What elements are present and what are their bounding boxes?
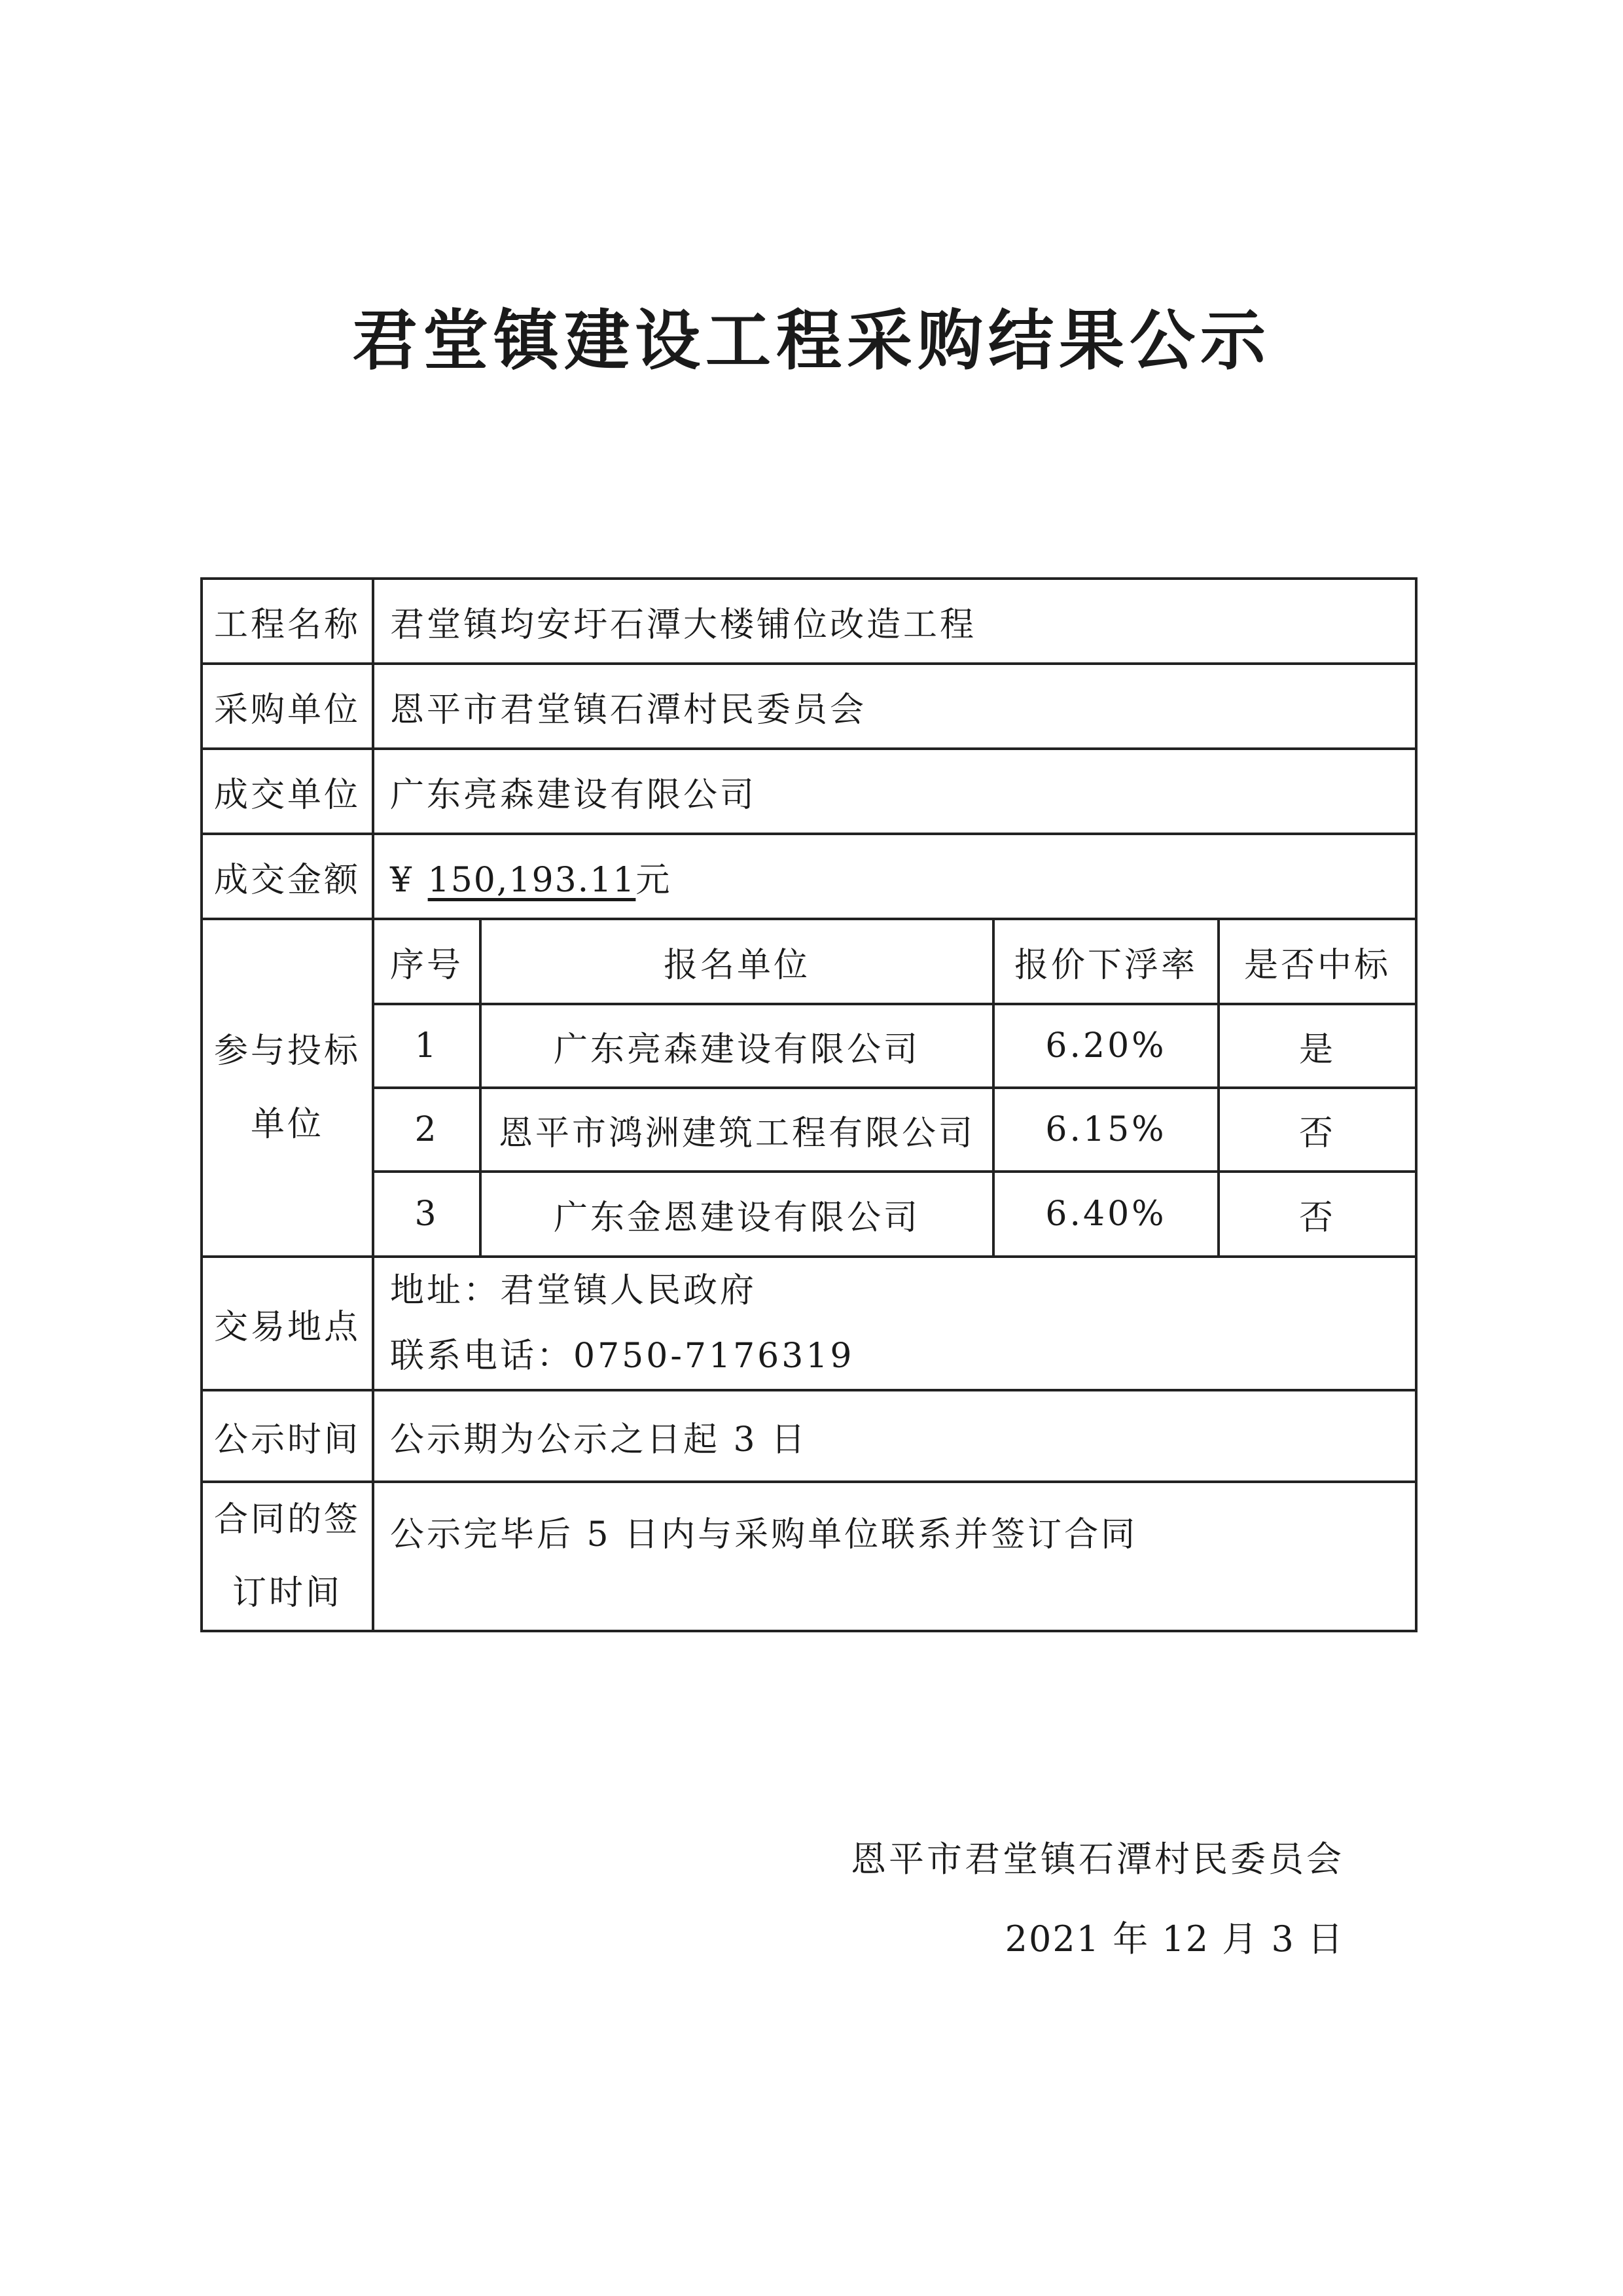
header-unit: 报名单位 <box>480 920 993 1004</box>
row-place <box>202 1257 1416 1390</box>
notice-time-value: 公示期为公示之日起 3 日 <box>373 1390 1416 1482</box>
bidder-won: 是 <box>1219 1004 1415 1088</box>
table-row <box>374 1004 1415 1088</box>
place-label: 交易地点 <box>202 1257 373 1390</box>
bidders-cell <box>373 919 1416 1257</box>
bidder-unit: 广东金恩建设有限公司 <box>480 1172 993 1255</box>
row-project-name <box>202 579 1416 664</box>
amount-label: 成交金额 <box>202 834 373 919</box>
header-seq: 序号 <box>374 920 480 1004</box>
row-bidders <box>202 919 1416 1257</box>
row-purchaser <box>202 664 1416 749</box>
contract-label-line2: 订时间 <box>232 1573 342 1613</box>
procurement-result-table <box>200 577 1418 1632</box>
purchaser-value: 恩平市君堂镇石潭村民委员会 <box>373 664 1416 749</box>
row-notice-time <box>202 1390 1416 1482</box>
bidder-rate: 6.15% <box>993 1088 1219 1172</box>
table-row <box>374 1088 1415 1172</box>
bidders-label-line2: 单位 <box>250 1105 324 1144</box>
bidder-unit: 恩平市鸿洲建筑工程有限公司 <box>480 1088 993 1172</box>
bidder-rate: 6.20% <box>993 1004 1219 1088</box>
header-won: 是否中标 <box>1219 920 1415 1004</box>
place-value <box>373 1257 1416 1390</box>
header-rate: 报价下浮率 <box>993 920 1219 1004</box>
bidder-unit: 广东亮森建设有限公司 <box>480 1004 993 1088</box>
project-name-label: 工程名称 <box>202 579 373 664</box>
amount-unit: 元 <box>635 860 673 900</box>
signer: 恩平市君堂镇石潭村民委员会 <box>851 1839 1344 1880</box>
amount-number: 150,193.11 <box>427 860 636 900</box>
place-address: 地址：君堂镇人民政府 <box>390 1271 757 1310</box>
currency-symbol: ¥ <box>390 860 415 900</box>
row-winner <box>202 749 1416 834</box>
bidder-seq: 1 <box>374 1004 480 1088</box>
project-name-value: 君堂镇均安圩石潭大楼铺位改造工程 <box>373 579 1416 664</box>
place-phone: 联系电话：0750-7176319 <box>390 1336 855 1376</box>
contract-label-line1: 合同的签 <box>213 1500 361 1539</box>
notice-time-label: 公示时间 <box>202 1390 373 1482</box>
table-row <box>374 1172 1415 1255</box>
amount-value <box>373 834 1416 919</box>
bidders-label <box>202 919 373 1257</box>
bidder-rate: 6.40% <box>993 1172 1219 1255</box>
purchaser-label: 采购单位 <box>202 664 373 749</box>
bidder-seq: 2 <box>374 1088 480 1172</box>
row-contract <box>202 1482 1416 1631</box>
winner-value: 广东亮森建设有限公司 <box>373 749 1416 834</box>
bidders-table <box>374 920 1415 1255</box>
bidders-label-line1: 参与投标 <box>213 1031 361 1071</box>
bidder-won: 否 <box>1219 1172 1415 1255</box>
row-amount <box>202 834 1416 919</box>
bidder-won: 否 <box>1219 1088 1415 1172</box>
document-title: 君堂镇建设工程采购结果公示 <box>352 302 1271 379</box>
bidders-header-row <box>374 920 1415 1004</box>
contract-label <box>202 1482 373 1631</box>
winner-label: 成交单位 <box>202 749 373 834</box>
bidder-seq: 3 <box>374 1172 480 1255</box>
sign-date: 2021 年 12 月 3 日 <box>1005 1918 1344 1960</box>
contract-value: 公示完毕后 5 日内与采购单位联系并签订合同 <box>373 1482 1416 1631</box>
